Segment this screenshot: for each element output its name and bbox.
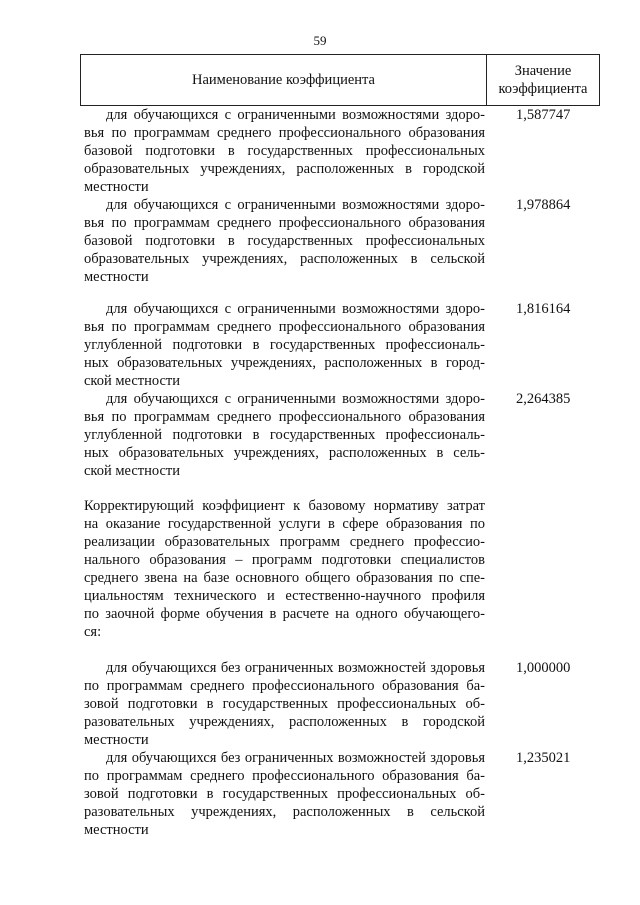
text-line: базовой подготовки в государственных профессиональных <box>84 143 485 159</box>
coefficient-value: 1,816164 <box>516 301 571 317</box>
coefficient-value: 1,587747 <box>516 107 571 123</box>
text-line: углубленной подготовки в государственных профессиональ- <box>84 337 485 353</box>
text-line: нального образования – программ подготовки специалистов <box>84 552 485 568</box>
page-number: 59 <box>313 33 327 48</box>
text-line: ных образовательных учреждениях, расположенных в сель- <box>84 445 485 461</box>
header-value-line2: коэффициента <box>498 81 588 97</box>
text-line: ных образовательных учреждениях, расположенных в город- <box>84 355 485 371</box>
text-line: ской местности <box>84 373 181 389</box>
text-line: ся: <box>84 624 102 640</box>
text-line: на оказание государственной услуги в сфере образования по <box>84 516 485 532</box>
text-line: вья по программам среднего профессионального образования <box>84 215 485 231</box>
coefficient-row-description <box>84 300 485 390</box>
header-coefficient-value <box>487 55 599 105</box>
coefficient-row-description <box>84 659 485 749</box>
text-line: разовательных учреждениях, расположенных в городской <box>84 714 485 730</box>
text-line: базовой подготовки в государственных профессиональных <box>84 233 485 249</box>
text-line: местности <box>84 269 149 285</box>
coefficient-value: 1,235021 <box>516 750 571 766</box>
text-line: местности <box>84 822 149 838</box>
text-line: по заочной форме обучения в расчете на одного обучающего- <box>84 606 485 622</box>
text-line: образовательных учреждениях, расположенных в сельской <box>84 251 485 267</box>
text-line: местности <box>84 179 149 195</box>
text-line: среднего звена на базе основного общего образования по спе- <box>84 570 485 586</box>
text-line: углубленной подготовки в государственных профессиональ- <box>84 427 485 443</box>
coefficient-row-description <box>84 106 485 196</box>
text-line: реализации образовательных программ среднего профессио- <box>84 534 485 550</box>
text-line: вья по программам среднего профессионального образования <box>84 319 485 335</box>
text-line: для обучающихся с ограниченными возможностями здоро- <box>106 197 485 213</box>
text-line: для обучающихся без ограниченных возможностей здоровья <box>106 660 485 676</box>
text-line: ской местности <box>84 463 181 479</box>
correction-coefficient-paragraph <box>84 497 485 641</box>
coefficient-row-description <box>84 196 485 286</box>
text-line: зовой подготовки в государственных профессиональных об- <box>84 696 485 712</box>
text-line: вья по программам среднего профессионального образования <box>84 409 485 425</box>
text-line: циальностям технического и естественно-научного профиля <box>84 588 485 604</box>
text-line: Корректирующий коэффициент к базовому нормативу затрат <box>84 498 485 514</box>
text-line: зовой подготовки в государственных профессиональных об- <box>84 786 485 802</box>
text-line: по программам среднего профессионального образования ба- <box>84 678 485 694</box>
text-line: для обучающихся с ограниченными возможностями здоро- <box>106 107 485 123</box>
text-line: образовательных учреждениях, расположенных в городской <box>84 161 485 177</box>
coefficient-row-description <box>84 390 485 480</box>
text-line: для обучающихся с ограниченными возможностями здоро- <box>106 391 485 407</box>
header-coefficient-name: Наименование коэффициента <box>192 71 375 88</box>
header-value-line1: Значение <box>514 63 572 79</box>
text-line: по программам среднего профессионального образования ба- <box>84 768 485 784</box>
coefficient-row-description <box>84 749 485 839</box>
text-line: вья по программам среднего профессионального образования <box>84 125 485 141</box>
table-header <box>80 54 600 106</box>
coefficient-value: 1,000000 <box>516 660 571 676</box>
text-line: для обучающихся без ограниченных возможностей здоровья <box>106 750 485 766</box>
text-line: для обучающихся с ограниченными возможностями здоро- <box>106 301 485 317</box>
coefficient-value: 1,978864 <box>516 197 571 213</box>
text-line: местности <box>84 732 149 748</box>
text-line: разовательных учреждениях, расположенных в сельской <box>84 804 485 820</box>
coefficient-value: 2,264385 <box>516 391 571 407</box>
